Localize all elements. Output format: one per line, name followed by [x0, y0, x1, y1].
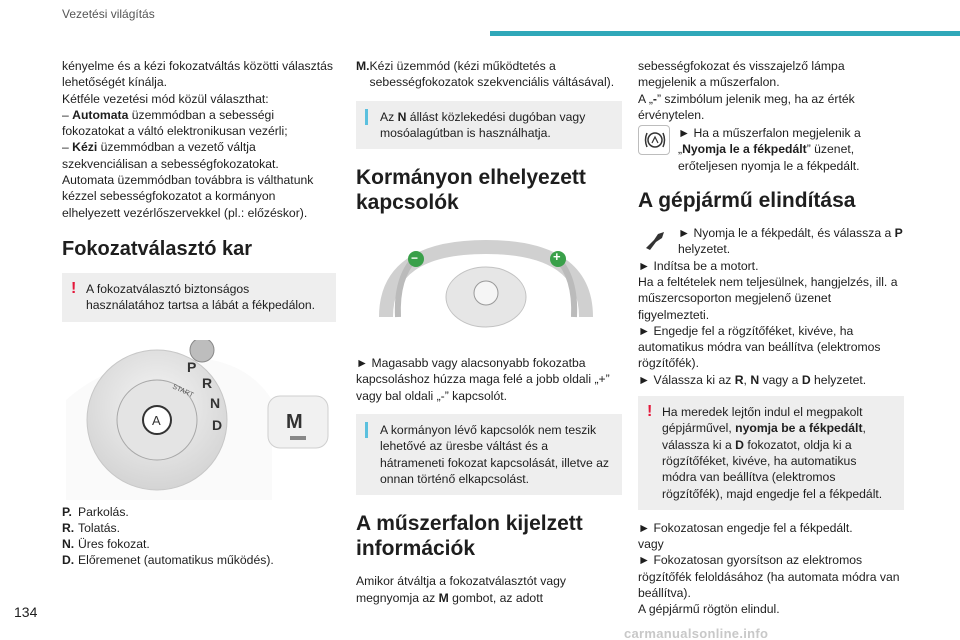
svg-text:R: R	[202, 374, 213, 391]
column-2	[356, 58, 622, 606]
step-line: Ha a feltételek nem teljesülnek, hangjelzés, ill. a műszercsoporton megjelenő üzenet figyelmezteti.	[638, 274, 898, 322]
gear-positions-list	[62, 504, 336, 569]
header-accent-bar	[490, 31, 960, 36]
column-1	[62, 58, 336, 569]
minus-icon: −	[411, 251, 419, 266]
svg-text:N: N	[210, 394, 221, 411]
info-icon	[365, 109, 368, 129]
foot-brake-icon	[638, 225, 670, 255]
steering-wheel-illustration	[356, 227, 622, 345]
brake-warning-icon	[638, 125, 670, 155]
svg-text:START: START	[171, 383, 195, 399]
list-item: R. Tolatás.	[62, 520, 121, 535]
list-item: N. Üres fokozat.	[62, 537, 150, 552]
intro-line-2: Kétféle vezetési mód közül választhat:	[62, 91, 269, 106]
step-line: ► Engedje fel a rögzítőféket, kivéve, ha automatikus módra van beállítva (elektromos rögzítőfék).	[638, 323, 881, 371]
mode-manual: – Kézi üzemmódban a vezető váltja szekvenciálisan a sebességfokozatokat.	[62, 140, 279, 171]
section-title: Vezetési világítás	[62, 7, 155, 21]
brake-pedal-instruction: ► Ha a műszerfalon megjelenik a „Nyomja le a fékpedált” üzenet, erőteljesen nyomja le a fékpedált.	[638, 125, 904, 174]
page-header	[0, 0, 960, 34]
gear-display-text: sebességfokozat és visszajelző lámpa megjelenik a műszerfalon.	[638, 59, 845, 90]
heading-steering-paddles: Kormányon elhelyezett kapcsolók	[356, 166, 586, 215]
start-instruction: ► Nyomja le a fékpedált, és válassza a P helyzetet.	[638, 225, 904, 258]
list-item: D. Előremenet (automatikus működés).	[62, 553, 274, 568]
intro-outro: Automata üzemmódban továbbra is válthatunk kézzel sebességfokozatot a kormányon elhelyezett vezérlőszervekkel (pl.: előzéskor).	[62, 173, 314, 220]
end-line: ► Fokozatosan gyorsítson az elektromos rögzítőfék feloldásához (ha automata módra van beállítva).	[638, 553, 900, 601]
heading-starting-vehicle: A gépjármű elindítása	[638, 189, 856, 213]
end-line: A gépjármű rögtön elindul.	[638, 602, 780, 617]
list-item: P. Parkolás.	[62, 504, 129, 519]
svg-text:M: M	[286, 410, 303, 433]
end-line: vagy	[638, 537, 664, 552]
page-number: 134	[14, 604, 38, 620]
svg-text:P: P	[187, 358, 197, 375]
info-box-paddles: A kormányon lévő kapcsolók nem teszik lehetővé az üresbe váltást és a hátrameneti fokozat kapcsolását, illetve az onnan történő elkapcsolást.	[356, 414, 622, 495]
plus-icon: +	[553, 249, 561, 265]
step-line: ► Indítsa be a motort.	[638, 258, 759, 273]
warning-box-slope: ! Ha meredek lejtőn indul el megpakolt gépjárművel, nyomja be a fékpedált, válassza ki a D fokozatot, oldja ki a rögzítőféket, kivéve, ha automatikus módra van beállítva (elektromos rögzítőfék), majd engedje fel a fékpedált.	[638, 396, 904, 510]
end-line: ► Fokozatosan engedje fel a fékpedált.	[638, 520, 853, 535]
manual-mode-item: M. Kézi üzemmód (kézi működtetés a sebességfokozatok szekvenciális váltásával).	[356, 59, 615, 90]
warning-icon: !	[647, 403, 653, 421]
watermark: carmanualsonline.info	[624, 626, 769, 640]
column-3	[638, 58, 904, 618]
gear-knob-image	[62, 340, 336, 500]
warning-box	[62, 273, 336, 322]
paddle-instruction: ► Magasabb vagy alacsonyabb fokozatba kapcsoláshoz húzza maga felé a jobb oldali „+” vagy bal oldali „-” kapcsolót.	[356, 356, 610, 403]
heading-gear-selector: Fokozatválasztó kar	[62, 237, 253, 260]
mode-automatic: – Automata üzemmódban a sebességi fokozatokat a váltó elektronikusan vezérli;	[62, 107, 288, 139]
gear-selector-illustration	[62, 340, 336, 500]
info-box-neutral: Az N állást közlekedési dugóban vagy mosóalagútban is használhatja.	[356, 101, 622, 150]
info-icon	[365, 422, 368, 442]
intro-line-1: kényelme és a kézi fokozatváltás közötti választás lehetőségét kínálja.	[62, 59, 333, 90]
select-gear-line: ► Válassza ki az R, N vagy a D helyzetet.	[638, 372, 867, 387]
svg-text:A: A	[152, 412, 161, 428]
heading-instrument-info: A műszerfalon kijelzett információk	[356, 512, 583, 561]
steering-wheel-image	[356, 227, 622, 345]
svg-text:D: D	[212, 416, 223, 433]
instrument-info-text: Amikor átváltja a fokozatválasztót vagy megnyomja az M gombot, az adott	[356, 574, 566, 605]
warning-icon: !	[71, 279, 77, 297]
warning-text: A fokozatválasztó biztonságos használatához tartsa a lábát a fékpedálon.	[86, 281, 316, 313]
invalid-symbol-text: A „-” szimbólum jelenik meg, ha az érték érvénytelen.	[638, 91, 855, 122]
